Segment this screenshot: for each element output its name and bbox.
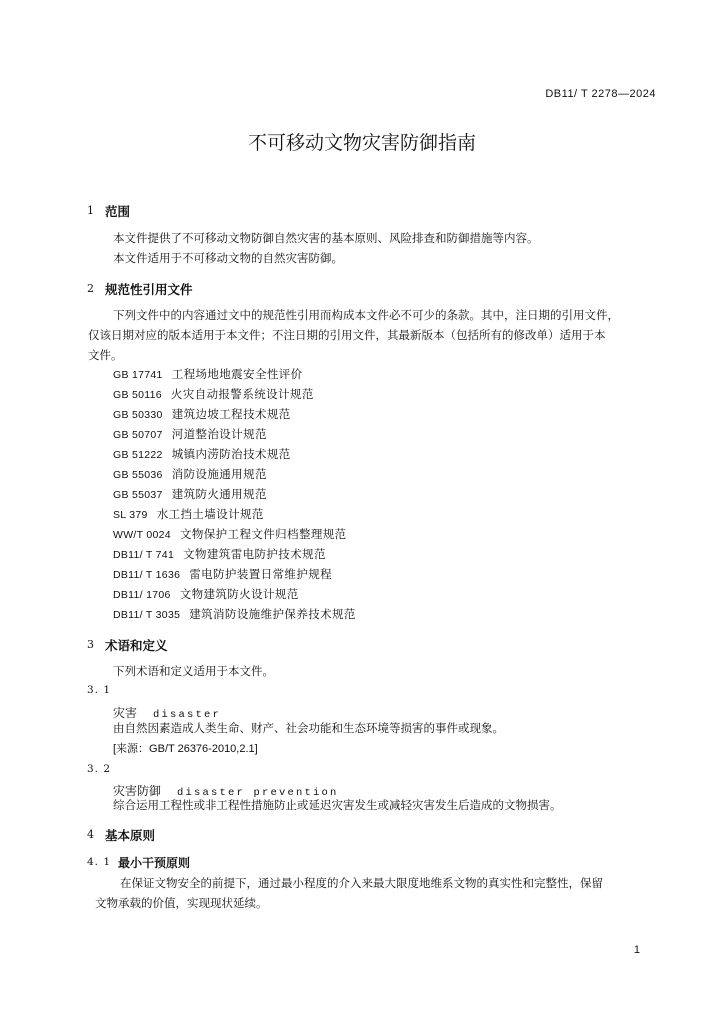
section-2-para-line-3: 文件。 [88,348,123,362]
standard-number: DB11/ T 2278—2024 [545,88,656,100]
section-4-number: 4 [87,828,94,841]
reference-item: GB 50707 河道整治设计规范 [113,427,267,441]
reference-item: GB 17741 工程场地地震安全性评价 [113,367,303,381]
reference-item: DB11/ T 741 文物建筑雷电防护技术规范 [113,547,326,561]
term-1-number: 3. 1 [87,684,112,696]
section-2-para-line-1: 下列文件中的内容通过文中的规范性引用而构成本文件必不可少的条款。其中，注日期的引用文件， [113,308,619,322]
section-3-paragraph: 下列术语和定义适用于本文件。 [113,664,274,678]
term-2-heading: 灾害防御 disaster prevention [113,784,339,799]
section-1-paragraph-2: 本文件适用于不可移动文物的自然灾害防御。 [113,251,343,265]
reference-item: WW/T 0024 文物保护工程文件归档整理规范 [113,527,347,541]
subsection-4-1-line-2: 文物承载的价值，实现现状延续。 [95,896,268,910]
subsection-4-1-title: 最小干预原则 [118,856,191,870]
section-3-number: 3 [87,638,94,651]
page-number: 1 [633,944,640,956]
section-4-title: 基本原则 [105,828,156,843]
reference-item: GB 51222 城镇内涝防治技术规范 [113,447,291,461]
reference-item: GB 50116 火灾自动报警系统设计规范 [113,387,314,401]
subsection-4-1-number: 4. 1 [87,856,112,868]
reference-item: DB11/ 1706 文物建筑防火设计规范 [113,587,299,601]
term-2-number: 3. 2 [87,763,112,775]
section-3-title: 术语和定义 [105,638,168,653]
section-2-number: 2 [87,282,94,295]
reference-item: GB 55037 建筑防火通用规范 [113,487,267,501]
term-2-definition: 综合运用工程性或非工程性措施防止或延迟灾害发生或减轻灾害发生后造成的文物损害。 [113,798,562,812]
term-1-definition: 由自然因素造成人类生命、财产、社会功能和生态环境等损害的事件或现象。 [113,721,504,735]
subsection-4-1-line-1: 在保证文物安全的前提下，通过最小程度的介入来最大限度地维系文物的真实性和完整性，保留 [120,876,603,890]
document-title: 不可移动文物灾害防御指南 [247,132,476,154]
reference-item: DB11/ T 1636 雷电防护装置日常维护规程 [113,567,333,581]
section-2-para-line-2: 仅该日期对应的版本适用于本文件；不注日期的引用文件，其最新版本（包括所有的修改单）适用于本 [88,328,606,342]
term-1-source: [来源：GB/T 26376-2010,2.1] [113,743,258,755]
reference-item: GB 55036 消防设施通用规范 [113,467,267,481]
section-1-number: 1 [87,204,94,217]
term-1-heading: 灾害 disaster [113,706,222,721]
section-1-paragraph-1: 本文件提供了不可移动文物防御自然灾害的基本原则、风险排查和防御措施等内容。 [113,231,539,245]
reference-item: DB11/ T 3035 建筑消防设施维护保养技术规范 [113,607,356,621]
reference-item: GB 50330 建筑边坡工程技术规范 [113,407,291,421]
section-1-title: 范围 [105,204,131,219]
section-2-title: 规范性引用文件 [105,282,193,297]
reference-item: SL 379 水工挡土墙设计规范 [113,507,264,521]
